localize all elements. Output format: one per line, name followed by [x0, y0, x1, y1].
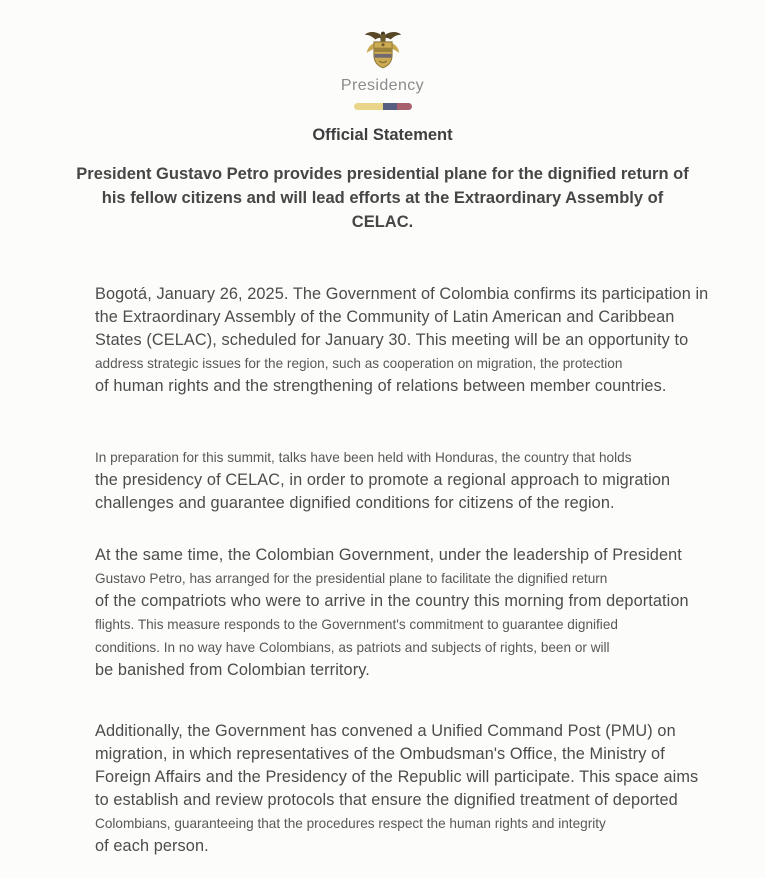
statement-line: Colombians, guaranteeing that the procedures respect the human rights and integrity: [95, 816, 606, 831]
statement-line: States (CELAC), scheduled for January 30. This meeting will be an opportunity to: [95, 331, 689, 349]
statement-line: flights. This measure responds to the Government's commitment to guarantee dignified: [95, 617, 618, 632]
statement-body: [95, 283, 709, 858]
statement-line: of human rights and the strengthening of relations between member countries.: [95, 377, 667, 395]
statement-line: Foreign Affairs and the Presidency of the Republic will participate. This space aims: [95, 768, 699, 786]
statement-paragraph: [95, 544, 689, 682]
statement-line: of the compatriots who were to arrive in the country this morning from deportation: [95, 592, 689, 610]
flag-segment: [383, 103, 398, 110]
statement-line: the presidency of CELAC, in order to promote a regional approach to migration: [95, 471, 671, 489]
statement-line: At the same time, the Colombian Government, under the leadership of President: [95, 546, 682, 564]
colombia-coat-of-arms-icon: [360, 28, 406, 74]
subtitle-line: his fellow citizens and will lead efforts at the Extraordinary Assembly of: [101, 189, 664, 207]
statement-line: Bogotá, January 26, 2025. The Government of Colombia confirms its participation in: [95, 285, 709, 303]
statement-line: Additionally, the Government has convened a Unified Command Post (PMU) on: [95, 722, 676, 740]
statement-line: migration, in which representatives of the Ombudsman's Office, the Ministry of: [95, 745, 665, 763]
statement-line: Gustavo Petro, has arranged for the presidential plane to facilitate the dignified return: [95, 571, 608, 586]
statement-line: conditions. In no way have Colombians, as patriots and subjects of rights, been or will: [95, 640, 610, 655]
statement-line: to establish and review protocols that ensure the dignified treatment of deported: [95, 791, 678, 809]
statement-line: address strategic issues for the region, such as cooperation on migration, the protection: [95, 356, 623, 371]
statement-title: Official Statement: [312, 126, 453, 144]
statement-line: the Extraordinary Assembly of the Community of Latin American and Caribbean: [95, 308, 675, 326]
document-header: [0, 0, 765, 110]
flag-segment: [397, 103, 412, 110]
statement-paragraph: [95, 283, 709, 398]
statement-line: of each person.: [95, 837, 209, 855]
statement-paragraph: [95, 446, 680, 515]
colombia-flag-bar: [354, 103, 412, 110]
statement-line: challenges and guarantee dignified conditions for citizens of the region.: [95, 494, 615, 512]
statement-subtitle: [0, 162, 765, 234]
flag-segment: [354, 103, 383, 110]
statement-line: In preparation for this summit, talks have been held with Honduras, the country that holds: [95, 450, 632, 465]
subtitle-line: CELAC.: [351, 213, 414, 231]
statement-paragraph: [95, 720, 699, 858]
statement-line: be banished from Colombian territory.: [95, 661, 370, 679]
subtitle-line: President Gustavo Petro provides presidential plane for the dignified return of: [76, 165, 689, 183]
presidency-label: Presidency: [340, 77, 425, 94]
